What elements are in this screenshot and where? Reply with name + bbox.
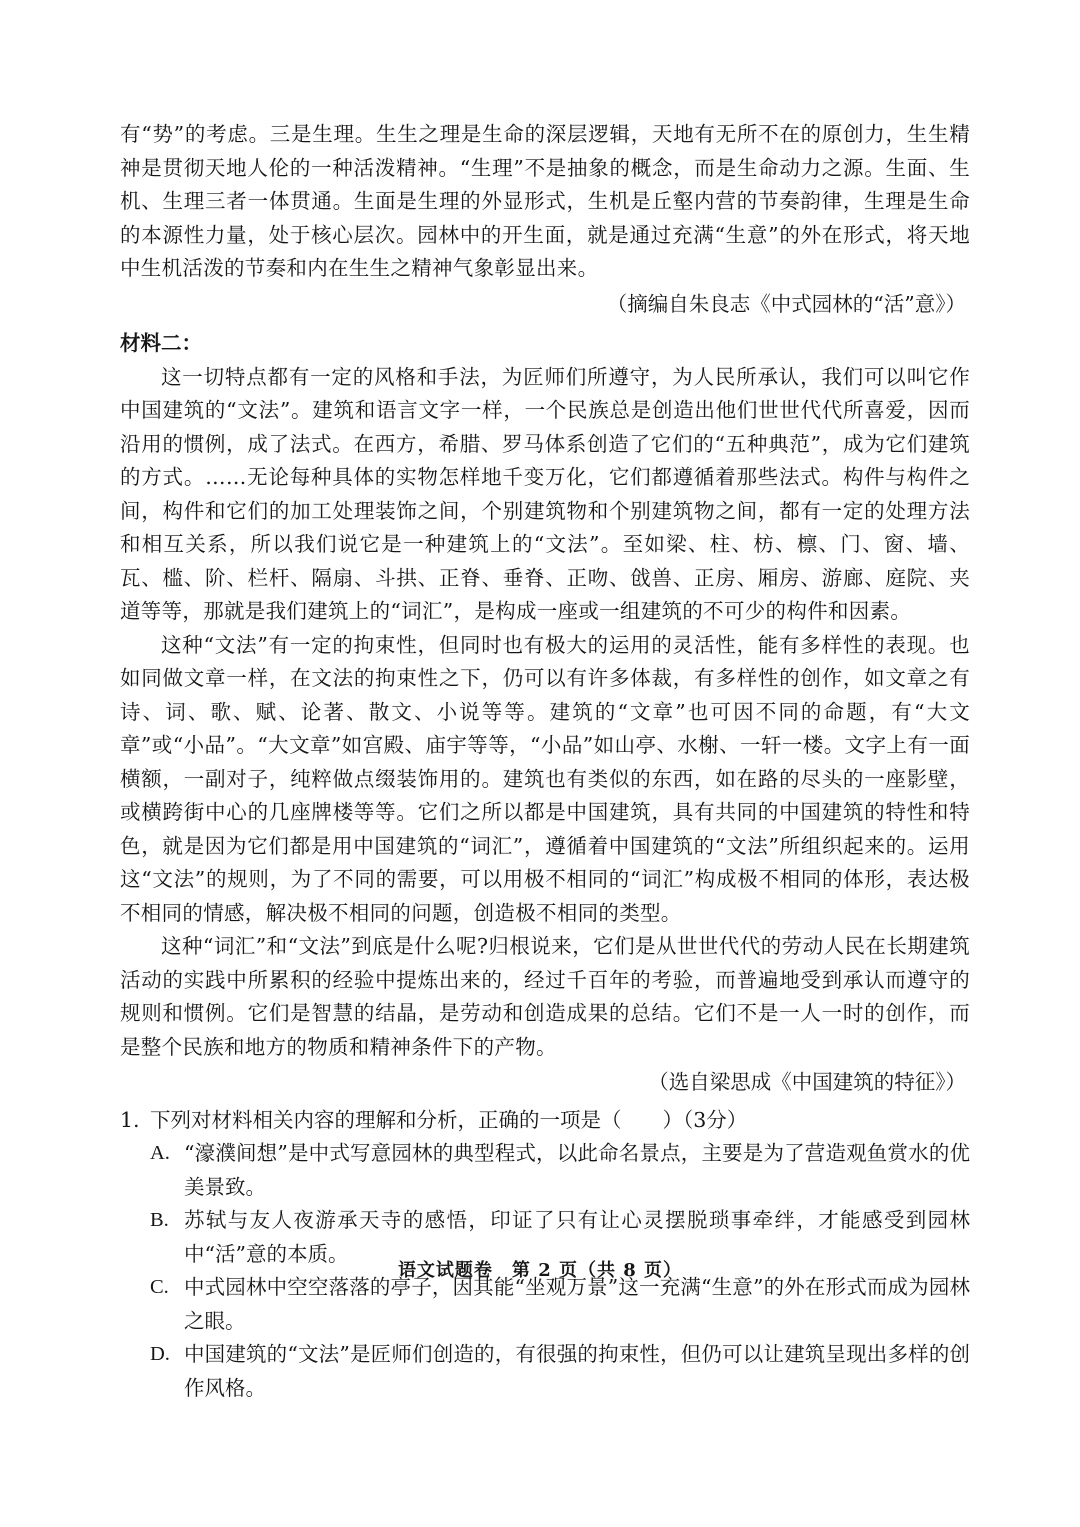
option-label: B. xyxy=(150,1209,169,1231)
option-a xyxy=(150,1137,970,1204)
material2-paragraph-3: 这种“词汇”和“文法”到底是什么呢?归根说来，它们是从世世代代的劳动人民在长期建筑活动的实践中所累积的经验中提炼出来的，经过千百年的考验，而普遍地受到承认而遵守的规则和惯例。它们是智慧的结晶，是劳动和创造成果的总结。它们不是一人一时的创作，而是整个民族和地方的物质和精神条件下的产物。 xyxy=(120,934,970,1059)
option-text: 中式园林中空空落落的亭子，因其能“坐观万景”这一充满“生意”的外在形式而成为园林之眼。 xyxy=(184,1275,970,1333)
question-stem-text: 下列对材料相关内容的理解和分析，正确的一项是（ ）（3分） xyxy=(150,1107,748,1132)
question-stem xyxy=(120,1104,970,1138)
material2-heading: 材料二： xyxy=(120,331,202,355)
material1-source: （摘编自朱良志《中式园林的“活”意》） xyxy=(606,291,966,316)
option-text: 苏轼与友人夜游承天寺的感悟，印证了只有让心灵摆脱琐事牵绊，才能感受到园林中“活”意的本质。 xyxy=(184,1208,970,1266)
option-label: C. xyxy=(150,1276,169,1298)
option-d xyxy=(150,1338,970,1405)
option-label: A. xyxy=(150,1142,170,1164)
material2-source: （选自梁思成《中国建筑的特征》） xyxy=(648,1070,966,1094)
question-1 xyxy=(120,1104,970,1406)
question-number: 1. xyxy=(120,1107,140,1132)
material2-paragraph-1: 这一切特点都有一定的风格和手法，为匠师们所遵守，为人民所承认，我们可以叫它作中国建筑的“文法”。建筑和语言文字一样，一个民族总是创造出他们世世代代所喜爱，因而沿用的惯例，成了法式。在西方，希腊、罗马体系创造了它们的“五种典范”，成为它们建筑的方式。……无论每种具体的实物怎样地千变万化，它们都遵循着那些法式。构件与构件之间，构件和它们的加工处理装饰之间，个别建筑物和个别建筑物之间，都有一定的处理方法和相互关系，所以我们说它是一种建筑上的“文法”。至如梁、柱、枋、檩、门、窗、墙、瓦、槛、阶、栏杆、隔扇、斗拱、正脊、垂脊、正吻、戗兽、正房、厢房、游廊、庭院、夹道等等，那就是我们建筑上的“词汇”，是构成一座或一组建筑的不可少的构件和因素。 xyxy=(120,364,970,623)
material2-paragraph-2: 这种“文法”有一定的拘束性，但同时也有极大的运用的灵活性，能有多样性的表现。也如同做文章一样，在文法的拘束性之下，仍可以有许多体裁，有多样性的创作，如文章之有诗、词、歌、赋、论著、散文、小说等等。建筑的“文章”也可因不同的命题，有“大文章”或“小品”。“大文章”如宫殿、庙宇等等，“小品”如山亭、水榭、一轩一楼。文字上有一面横额，一副对子，纯粹做点缀装饰用的。建筑也有类似的东西，如在路的尽头的一座影壁，或横跨街中心的几座牌楼等等。它们之所以都是中国建筑，具有共同的中国建筑的特性和特色，就是因为它们都是用中国建筑的“词汇”，遵循着中国建筑的“文法”所组织起来的。运用这“文法”的规则，为了不同的需要，可以用极不相同的“词汇”构成极不相同的体形，表达极不相同的情感，解决极不相同的问题，创造极不相同的类型。 xyxy=(120,632,970,925)
page-footer: 语文试题卷 第 2 页（共 8 页） xyxy=(397,1260,683,1281)
option-label: D. xyxy=(150,1343,170,1365)
material1-tail-paragraph: 有“势”的考虑。三是生理。生生之理是生命的深层逻辑，天地有无所不在的原创力，生生精神是贯彻天地人伦的一种活泼精神。“生理”不是抽象的概念，而是生命动力之源。生面、生机、生理三者一体贯通。生面是生理的外显形式，生机是丘壑内营的节奏韵律，生理是生命的本源性力量，处于核心层次。园林中的开生面，就是通过充满“生意”的外在形式，将天地中生机活泼的节奏和内在生生之精神气象彰显出来。 xyxy=(120,122,970,280)
option-text: “濠濮间想”是中式写意园林的典型程式，以此命名景点，主要是为了营造观鱼赏水的优美景致。 xyxy=(184,1141,970,1199)
option-text: 中国建筑的“文法”是匠师们创造的，有很强的拘束性，但仍可以让建筑呈现出多样的创作风格。 xyxy=(184,1342,970,1400)
